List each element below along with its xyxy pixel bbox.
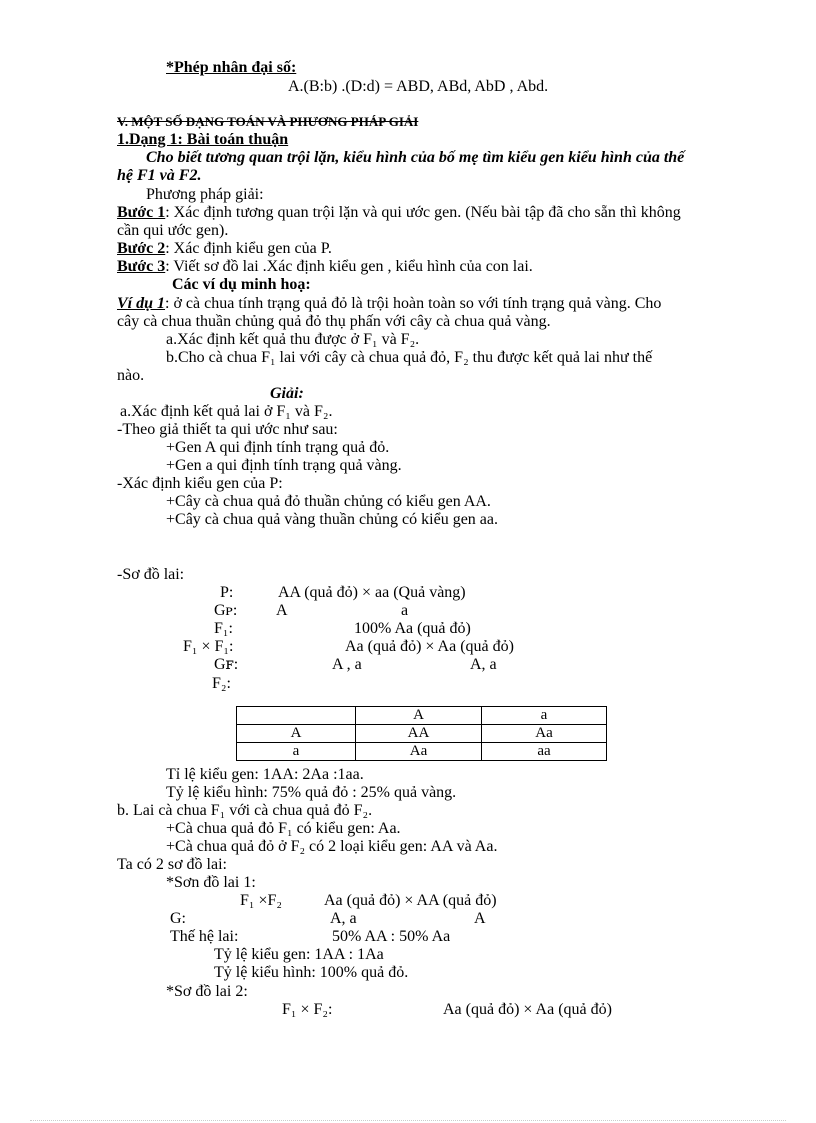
examples-title: Các ví dụ minh hoạ: (172, 276, 311, 293)
step-2 (117, 240, 332, 258)
punnett-cell: a (237, 743, 356, 761)
cross2-title: *Sơ đồ lai 2: (166, 983, 248, 1000)
cross-gf-right: A, a (470, 656, 497, 673)
question-b-line1: b.Cho cà chua F₁ lai với cây cà chua quả đỏ, F₂ thu được kết quả lai như thế (166, 349, 653, 366)
cross-f1xf1-label: F₁ × F₁: (183, 638, 234, 655)
example1-line2: cây cà chua thuần chủng quả đỏ thụ phấn với cây cà chua quả vàng. (117, 313, 551, 330)
cross1-g-left: A, a (330, 910, 357, 927)
punnett-cell: a (482, 707, 607, 725)
cross1-label: F₁ ×F₂ (240, 892, 282, 909)
cross1-offspring-label: Thế hệ lai: (170, 928, 239, 945)
method-label: Phương pháp giải: (146, 186, 264, 203)
cross-gp-label: Gᴘ: (214, 602, 238, 619)
question-a: a.Xác định kết quả thu được ở F₁ và F₂. (166, 331, 420, 348)
convention: -Theo giả thiết ta qui ước như sau: (117, 421, 338, 438)
cross1-offspring-value: 50% AA : 50% Aa (332, 928, 451, 945)
punnett-cell: A (237, 725, 356, 743)
step-3 (117, 258, 533, 276)
cross-f1-value: 100% Aa (quả đỏ) (354, 620, 471, 637)
gene-a: +Gen a qui định tính trạng quả vàng. (166, 457, 402, 474)
punnett-table (236, 706, 607, 761)
cross1-phenotype: Tỷ lệ kiểu hình: 100% quả đỏ. (214, 964, 409, 981)
question-b-line2: nào. (117, 367, 145, 384)
punnett-cell: A (356, 707, 482, 725)
cross-gf-label: Gꜰ: (214, 656, 239, 673)
cross2-value: Aa (quả đỏ) × Aa (quả đỏ) (443, 1001, 612, 1018)
step-2-text: : Xác định kiểu gen của P. (165, 240, 332, 257)
cross1-value: Aa (quả đỏ) × AA (quả đỏ) (324, 892, 497, 909)
table-row (237, 743, 607, 761)
cross1-title: *Sơn đồ lai 1: (166, 874, 256, 891)
b-f1: +Cà chua quả đỏ F₁ có kiểu gen: Aa. (166, 820, 401, 837)
cross1-g-right: A (474, 910, 486, 927)
cross-gp-right: a (401, 602, 409, 619)
cross-gf-left: A , a (332, 656, 362, 673)
p-genotype: -Xác định kiểu gen của P: (117, 475, 283, 492)
p-red: +Cây cà chua quả đỏ thuần chủng có kiểu gen AA. (166, 493, 491, 510)
step-3-label: Bước 3 (117, 258, 166, 275)
step-1-label: Bước 1 (117, 204, 166, 221)
solution-title: Giải: (270, 385, 304, 402)
punnett-cell (237, 707, 356, 725)
cross-f1-label: F₁: (214, 620, 233, 637)
genotype-ratio: Tỉ lệ kiểu gen: 1AA: 2Aa :1aa. (166, 766, 364, 783)
type1-title: 1.Dạng 1: Bài toán thuận (117, 131, 289, 148)
cross-p-value: AA (quả đỏ) × aa (Quả vàng) (278, 584, 466, 601)
step-1 (117, 204, 681, 222)
punnett-cell: Aa (482, 725, 607, 743)
page-bottom-divider (30, 1120, 786, 1121)
step-1-text: : Xác định tương quan trội lặn và qui ước gen. (Nếu bài tập đã cho sẵn thì không (165, 204, 681, 221)
example1-label: Ví dụ 1 (117, 295, 166, 312)
step-3-text: : Viết sơ đồ lai .Xác định kiểu gen , kiểu hình của con lai. (165, 258, 533, 275)
section-heading: V. MỘT SỐ DẠNG TOÁN VÀ PHƯƠNG PHÁP GIẢI (117, 114, 419, 129)
type1-desc-line1: Cho biết tương quan trội lặn, kiểu hình của bố mẹ tìm kiểu gen kiểu hình của thế (146, 149, 685, 166)
multiplication-title: *Phép nhân đại số: (166, 59, 297, 76)
cross-f2-label: F₂: (212, 675, 231, 692)
b-f2: +Cà chua quả đỏ ở F₂ có 2 loại kiểu gen: AA và Aa. (166, 838, 498, 855)
phenotype-ratio: Tỷ lệ kiểu hình: 75% quả đỏ : 25% quả vàng. (166, 784, 457, 801)
punnett-cell: AA (356, 725, 482, 743)
type1-desc-line2: hệ F1 và F2. (117, 167, 202, 184)
table-row (237, 707, 607, 725)
cross2-label: F₁ × F₂: (282, 1001, 333, 1018)
punnett-cell: aa (482, 743, 607, 761)
solution-a-title: a.Xác định kết quả lai ở F₁ và F₂. (120, 403, 333, 420)
gene-A: +Gen A qui định tính trạng quả đỏ. (166, 439, 390, 456)
example1-line1 (117, 295, 661, 313)
solution-b-title: b. Lai cà chua F₁ với cà chua quả đỏ F₂. (117, 802, 373, 819)
multiplication-formula: A.(B:b) .(D:d) = ABD, ABd, AbD , Abd. (288, 78, 549, 95)
diagram-title: -Sơ đồ lai: (117, 566, 185, 583)
example1-text: : ở cà chua tính trạng quả đỏ là trội hoàn toàn so với tính trạng quả vàng. Cho (165, 295, 662, 312)
table-row (237, 725, 607, 743)
p-yellow: +Cây cà chua quả vàng thuần chủng có kiểu gen aa. (166, 511, 499, 528)
step-1-cont: cần qui ước gen). (117, 222, 229, 239)
cross1-genotype: Tỷ lệ kiểu gen: 1AA : 1Aa (214, 946, 384, 963)
cross1-g-label: G: (170, 910, 186, 927)
b-two-diagrams: Ta có 2 sơ đồ lai: (117, 856, 227, 873)
punnett-cell: Aa (356, 743, 482, 761)
cross-gp-left: A (276, 602, 288, 619)
cross-p-label: P: (220, 584, 234, 601)
cross-f1xf1-value: Aa (quả đỏ) × Aa (quả đỏ) (345, 638, 514, 655)
step-2-label: Bước 2 (117, 240, 166, 257)
